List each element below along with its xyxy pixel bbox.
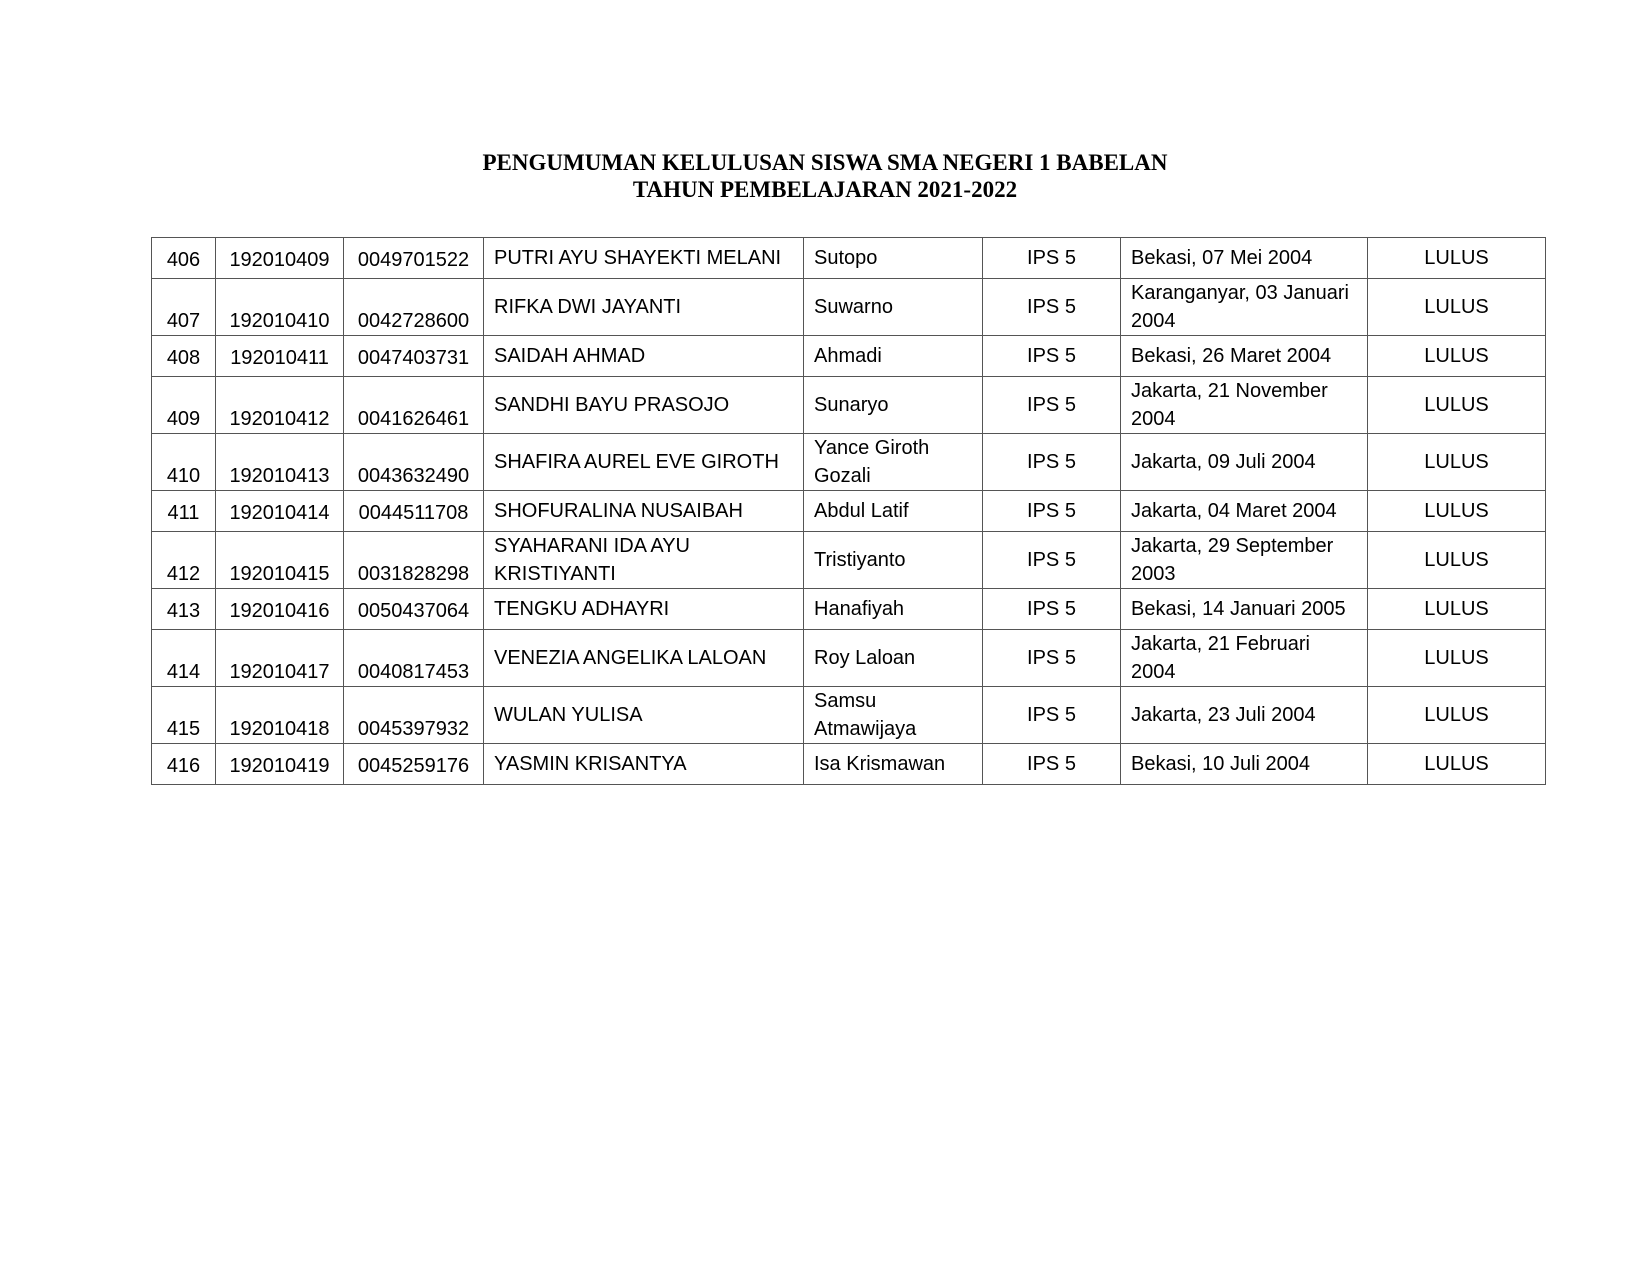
nis-cell: 192010415 <box>216 532 344 589</box>
parent-name-cell: Suwarno <box>804 279 983 336</box>
row-number: 410 <box>152 434 216 491</box>
parent-name-cell: Sunaryo <box>804 377 983 434</box>
parent-name-cell: Hanafiyah <box>804 589 983 630</box>
status-cell: LULUS <box>1368 589 1546 630</box>
birth-cell: Jakarta, 04 Maret 2004 <box>1121 491 1368 532</box>
class-cell: IPS 5 <box>983 434 1121 491</box>
row-number: 406 <box>152 238 216 279</box>
nis-cell: 192010418 <box>216 687 344 744</box>
status-cell: LULUS <box>1368 279 1546 336</box>
table-row <box>152 532 1546 589</box>
class-cell: IPS 5 <box>983 238 1121 279</box>
student-name-cell: RIFKA DWI JAYANTI <box>484 279 804 336</box>
row-number: 407 <box>152 279 216 336</box>
title-line-2: TAHUN PEMBELAJARAN 2021-2022 <box>632 177 1018 202</box>
nis-cell: 192010417 <box>216 630 344 687</box>
nis-cell: 192010410 <box>216 279 344 336</box>
nis-cell: 192010414 <box>216 491 344 532</box>
student-name-cell: WULAN YULISA <box>484 687 804 744</box>
nis-cell: 192010412 <box>216 377 344 434</box>
nisn-cell: 0045397932 <box>344 687 484 744</box>
class-cell: IPS 5 <box>983 532 1121 589</box>
status-cell: LULUS <box>1368 744 1546 785</box>
nisn-cell: 0043632490 <box>344 434 484 491</box>
nis-cell: 192010416 <box>216 589 344 630</box>
status-cell: LULUS <box>1368 630 1546 687</box>
table-row <box>152 377 1546 434</box>
row-number: 411 <box>152 491 216 532</box>
row-number: 409 <box>152 377 216 434</box>
row-number: 416 <box>152 744 216 785</box>
status-cell: LULUS <box>1368 336 1546 377</box>
parent-name-cell: Yance Giroth Gozali <box>804 434 983 491</box>
row-number: 414 <box>152 630 216 687</box>
table-row <box>152 238 1546 279</box>
birth-cell: Karanganyar, 03 Januari 2004 <box>1121 279 1368 336</box>
nis-cell: 192010413 <box>216 434 344 491</box>
parent-name-cell: Isa Krismawan <box>804 744 983 785</box>
table-row <box>152 279 1546 336</box>
student-name-cell: SYAHARANI IDA AYU KRISTIYANTI <box>484 532 804 589</box>
student-name-cell: VENEZIA ANGELIKA LALOAN <box>484 630 804 687</box>
birth-cell: Bekasi, 14 Januari 2005 <box>1121 589 1368 630</box>
status-cell: LULUS <box>1368 532 1546 589</box>
title-line-1: PENGUMUMAN KELULUSAN SISWA SMA NEGERI 1 BABELAN <box>482 150 1168 175</box>
class-cell: IPS 5 <box>983 491 1121 532</box>
birth-cell: Jakarta, 21 November 2004 <box>1121 377 1368 434</box>
nis-cell: 192010411 <box>216 336 344 377</box>
nisn-cell: 0044511708 <box>344 491 484 532</box>
nisn-cell: 0042728600 <box>344 279 484 336</box>
class-cell: IPS 5 <box>983 377 1121 434</box>
table-row <box>152 434 1546 491</box>
status-cell: LULUS <box>1368 687 1546 744</box>
nisn-cell: 0047403731 <box>344 336 484 377</box>
parent-name-cell: Abdul Latif <box>804 491 983 532</box>
graduation-table <box>151 237 1546 785</box>
table-row <box>152 589 1546 630</box>
table-row <box>152 687 1546 744</box>
birth-cell: Jakarta, 29 September 2003 <box>1121 532 1368 589</box>
nisn-cell: 0040817453 <box>344 630 484 687</box>
nisn-cell: 0050437064 <box>344 589 484 630</box>
row-number: 412 <box>152 532 216 589</box>
row-number: 413 <box>152 589 216 630</box>
status-cell: LULUS <box>1368 434 1546 491</box>
nisn-cell: 0031828298 <box>344 532 484 589</box>
birth-cell: Jakarta, 21 Februari 2004 <box>1121 630 1368 687</box>
class-cell: IPS 5 <box>983 687 1121 744</box>
table-row <box>152 630 1546 687</box>
nis-cell: 192010419 <box>216 744 344 785</box>
row-number: 415 <box>152 687 216 744</box>
nis-cell: 192010409 <box>216 238 344 279</box>
nisn-cell: 0045259176 <box>344 744 484 785</box>
class-cell: IPS 5 <box>983 630 1121 687</box>
student-name-cell: SHAFIRA AUREL EVE GIROTH <box>484 434 804 491</box>
student-name-cell: SANDHI BAYU PRASOJO <box>484 377 804 434</box>
table-row <box>152 744 1546 785</box>
class-cell: IPS 5 <box>983 279 1121 336</box>
parent-name-cell: Tristiyanto <box>804 532 983 589</box>
nisn-cell: 0049701522 <box>344 238 484 279</box>
parent-name-cell: Ahmadi <box>804 336 983 377</box>
birth-cell: Bekasi, 26 Maret 2004 <box>1121 336 1368 377</box>
class-cell: IPS 5 <box>983 589 1121 630</box>
table-row <box>152 336 1546 377</box>
status-cell: LULUS <box>1368 491 1546 532</box>
row-number: 408 <box>152 336 216 377</box>
table-row <box>152 491 1546 532</box>
nisn-cell: 0041626461 <box>344 377 484 434</box>
birth-cell: Bekasi, 10 Juli 2004 <box>1121 744 1368 785</box>
parent-name-cell: Roy Laloan <box>804 630 983 687</box>
birth-cell: Jakarta, 23 Juli 2004 <box>1121 687 1368 744</box>
status-cell: LULUS <box>1368 377 1546 434</box>
class-cell: IPS 5 <box>983 744 1121 785</box>
student-name-cell: SHOFURALINA NUSAIBAH <box>484 491 804 532</box>
status-cell: LULUS <box>1368 238 1546 279</box>
student-name-cell: PUTRI AYU SHAYEKTI MELANI <box>484 238 804 279</box>
parent-name-cell: Sutopo <box>804 238 983 279</box>
student-name-cell: TENGKU ADHAYRI <box>484 589 804 630</box>
birth-cell: Jakarta, 09 Juli 2004 <box>1121 434 1368 491</box>
student-name-cell: YASMIN KRISANTYA <box>484 744 804 785</box>
student-name-cell: SAIDAH AHMAD <box>484 336 804 377</box>
birth-cell: Bekasi, 07 Mei 2004 <box>1121 238 1368 279</box>
class-cell: IPS 5 <box>983 336 1121 377</box>
document-title <box>0 149 1650 203</box>
parent-name-cell: Samsu Atmawijaya <box>804 687 983 744</box>
